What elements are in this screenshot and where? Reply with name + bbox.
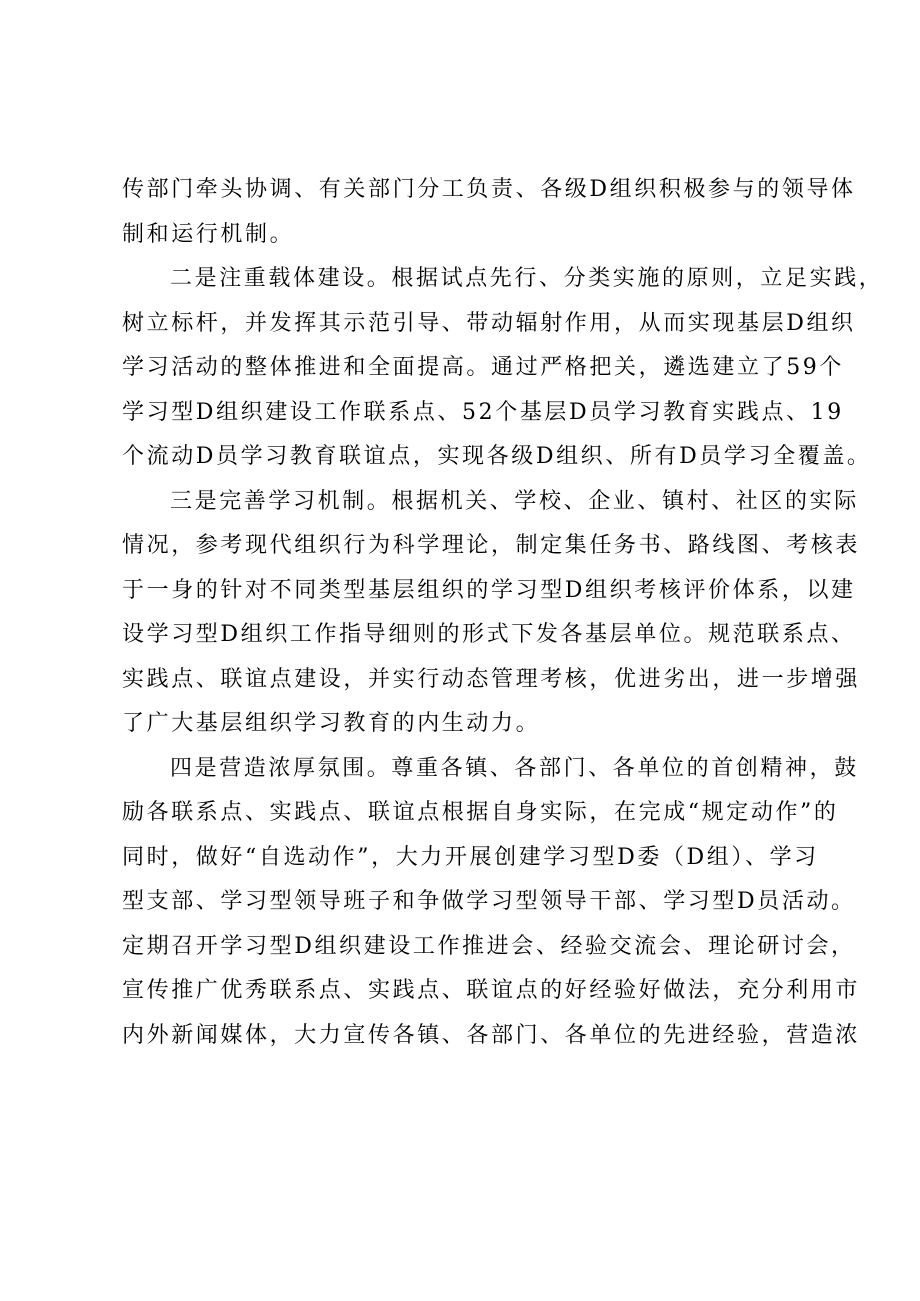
- text-line: 定期召开学习型D组织建设工作推进会、经验交流会、理论研讨会，: [122, 933, 856, 959]
- text-line: 个流动D员学习教育联谊点，实现各级D组织、所有D员学习全覆盖。: [122, 444, 872, 469]
- paragraph-leadership-mechanism: [122, 168, 856, 257]
- text-line: 内外新闻媒体，大力宣传各镇、各部门、各单位的先进经验，营造浓: [122, 1022, 861, 1048]
- text-line: 学习型D组织建设工作联系点、52个基层D员学习教育实践点、19: [122, 399, 844, 425]
- text-line: 传部门牵头协调、有关部门分工负责、各级D组织积极参与的领导体: [122, 177, 856, 202]
- text-line: 三是完善学习机制。根据机关、学校、企业、镇村、社区的实际: [170, 488, 859, 514]
- text-line: 学习活动的整体推进和全面提高。通过严格把关，遴选建立了59个: [122, 355, 844, 380]
- text-line: 型支部、学习型领导班子和争做学习型领导干部、学习型D员活动。: [122, 889, 856, 914]
- text-line: 二是注重载体建设。根据试点先行、分类实施的原则，立足实践，: [170, 266, 884, 291]
- text-line: 情况，参考现代组织行为科学理论，制定集任务书、路线图、考核表: [122, 533, 861, 558]
- text-line: 树立标杆，并发挥其示范引导、带动辐射作用，从而实现基层D组织: [122, 310, 856, 336]
- text-line: 制和运行机制。: [122, 221, 295, 247]
- document-body: [122, 168, 884, 1058]
- text-line: 于一身的针对不同类型基层组织的学习型D组织考核评价体系，以建: [122, 577, 856, 603]
- text-line: 同时，做好“自选动作”，大力开展创建学习型D委（D组）、学习: [122, 844, 819, 870]
- paragraph-learning-mechanism: [122, 480, 861, 747]
- text-line: 四是营造浓厚氛围。尊重各镇、各部门、各单位的首创精神，鼓: [170, 755, 859, 781]
- text-line: 设学习型D组织工作指导细则的形式下发各基层单位。规范联系点、: [122, 622, 856, 647]
- paragraph-atmosphere: [122, 747, 861, 1059]
- text-line: 实践点、联谊点建设，并实行动态管理考核，优进劣出，进一步增强: [122, 666, 861, 692]
- text-line: 了广大基层组织学习教育的内生动力。: [122, 711, 541, 736]
- text-line: 励各联系点、实践点、联谊点根据自身实际，在完成“规定动作”的: [122, 800, 839, 825]
- text-line: 宣传推广优秀联系点、实践点、联谊点的好经验好做法，充分利用市: [122, 978, 861, 1003]
- paragraph-carrier-construction: [122, 257, 884, 480]
